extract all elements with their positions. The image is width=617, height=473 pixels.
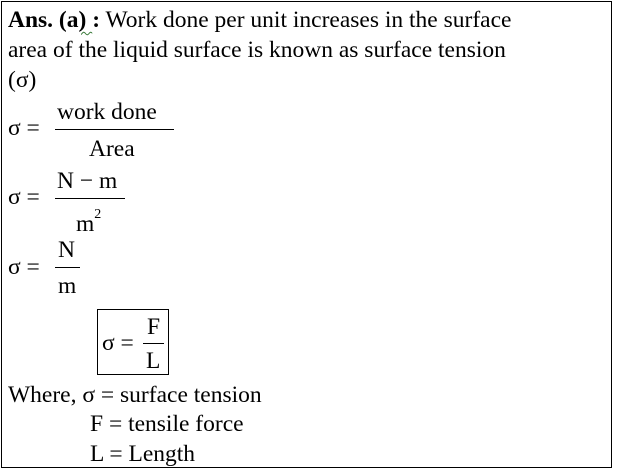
- equation-4-fraction-bar: [143, 343, 164, 344]
- answer-label: Ans. (a) :: [8, 7, 101, 33]
- answer-line-1: [8, 6, 511, 34]
- answer-line-3: (σ): [8, 67, 37, 93]
- equation-3-lhs: σ =: [8, 254, 40, 280]
- spellcheck-mark: ): [78, 7, 93, 33]
- equation-1-fraction-bar: [55, 129, 174, 130]
- equation-2-fraction-bar: [55, 198, 125, 199]
- answer-intro-text: Work done per unit increases in the surface: [105, 7, 512, 33]
- equation-4-numerator: F: [147, 314, 161, 340]
- where-line-1: Where, σ = surface tension: [8, 382, 262, 408]
- equation-4-lhs: σ =: [102, 330, 134, 356]
- equation-1-numerator: work done: [57, 99, 157, 125]
- equation-2-lhs: σ =: [8, 184, 40, 210]
- equation-1-lhs: σ =: [8, 115, 40, 141]
- equation-3-denominator: m: [58, 273, 77, 299]
- equation-2-numerator: N − m: [57, 168, 118, 194]
- equation-3-numerator: N: [58, 237, 75, 263]
- where-line-2: F = tensile force: [90, 411, 244, 437]
- answer-line-2: area of the liquid surface is known as surface tension: [8, 37, 506, 63]
- equation-2-denominator: $m^2$: [76, 207, 102, 237]
- equation-4-denominator: L: [146, 348, 161, 374]
- where-line-3: L = Length: [90, 441, 196, 467]
- equation-3-fraction-bar: [55, 267, 80, 268]
- equation-1-denominator: Area: [89, 136, 135, 162]
- equation-2-exponent: 2: [94, 207, 102, 222]
